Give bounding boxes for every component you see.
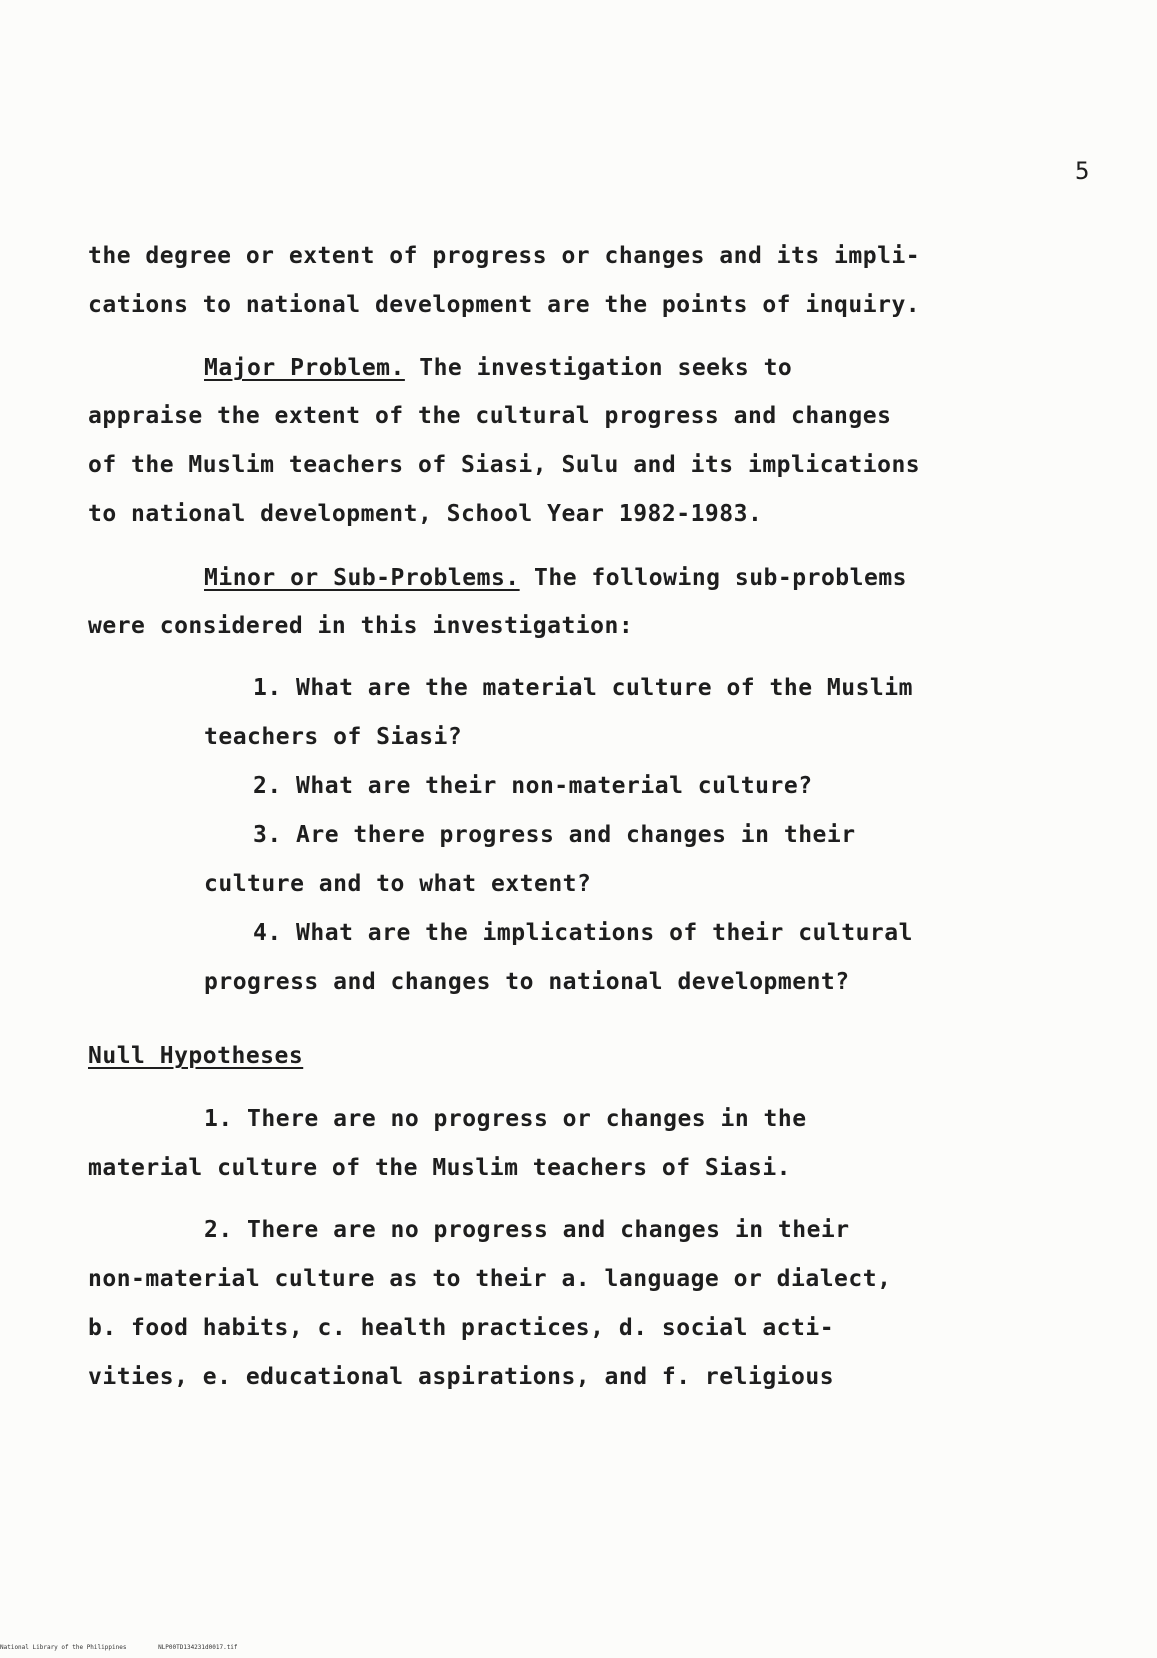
paragraph-text: The following sub-problems (534, 565, 908, 591)
null-hypotheses-heading: Null Hypotheses (88, 1043, 304, 1069)
paragraph-line: appraise the extent of the cultural progress and changes (88, 403, 892, 429)
paragraph-line: cations to national development are the points of inquiry. (88, 292, 921, 318)
sub-problem-item: 3. Are there progress and changes in their (253, 822, 856, 848)
paragraph-line: to national development, School Year 1982-1983. (88, 501, 763, 527)
paragraph-line: of the Muslim teachers of Siasi, Sulu and its implications (88, 452, 921, 478)
hypothesis-item: material culture of the Muslim teachers of Siasi. (88, 1155, 792, 1181)
paragraph-text: The investigation seeks to (419, 355, 793, 381)
sub-problem-item: 2. What are their non-material culture? (253, 773, 813, 799)
hypothesis-item: b. food habits, c. health practices, d. social acti- (88, 1315, 835, 1341)
major-problem-heading: Major Problem. (204, 355, 405, 381)
hypothesis-item: 2. There are no progress and changes in their (204, 1217, 850, 1243)
footer-source: National Library of the Philippines (0, 1644, 127, 1651)
minor-problems-line (204, 563, 907, 593)
footer-filename: NLP00TD134231d0017.tif (158, 1644, 238, 1651)
sub-problem-item: teachers of Siasi? (204, 724, 463, 750)
major-problem-line (204, 353, 792, 383)
hypothesis-item: 1. There are no progress or changes in the (204, 1106, 807, 1132)
paragraph-line: the degree or extent of progress or changes and its impli- (88, 243, 921, 269)
paragraph-line: were considered in this investigation: (88, 613, 634, 639)
sub-problem-item: 4. What are the implications of their cultural (253, 920, 913, 946)
hypothesis-item: vities, e. educational aspirations, and f. religious (88, 1364, 835, 1390)
sub-problem-item: culture and to what extent? (204, 871, 592, 897)
hypothesis-item: non-material culture as to their a. language or dialect, (88, 1266, 892, 1292)
page-number: 5 (1075, 157, 1090, 185)
scan-footer (0, 1644, 266, 1652)
sub-problem-item: progress and changes to national development? (204, 969, 850, 995)
minor-problems-heading: Minor or Sub-Problems. (204, 565, 520, 591)
sub-problem-item: 1. What are the material culture of the Muslim (253, 675, 913, 701)
